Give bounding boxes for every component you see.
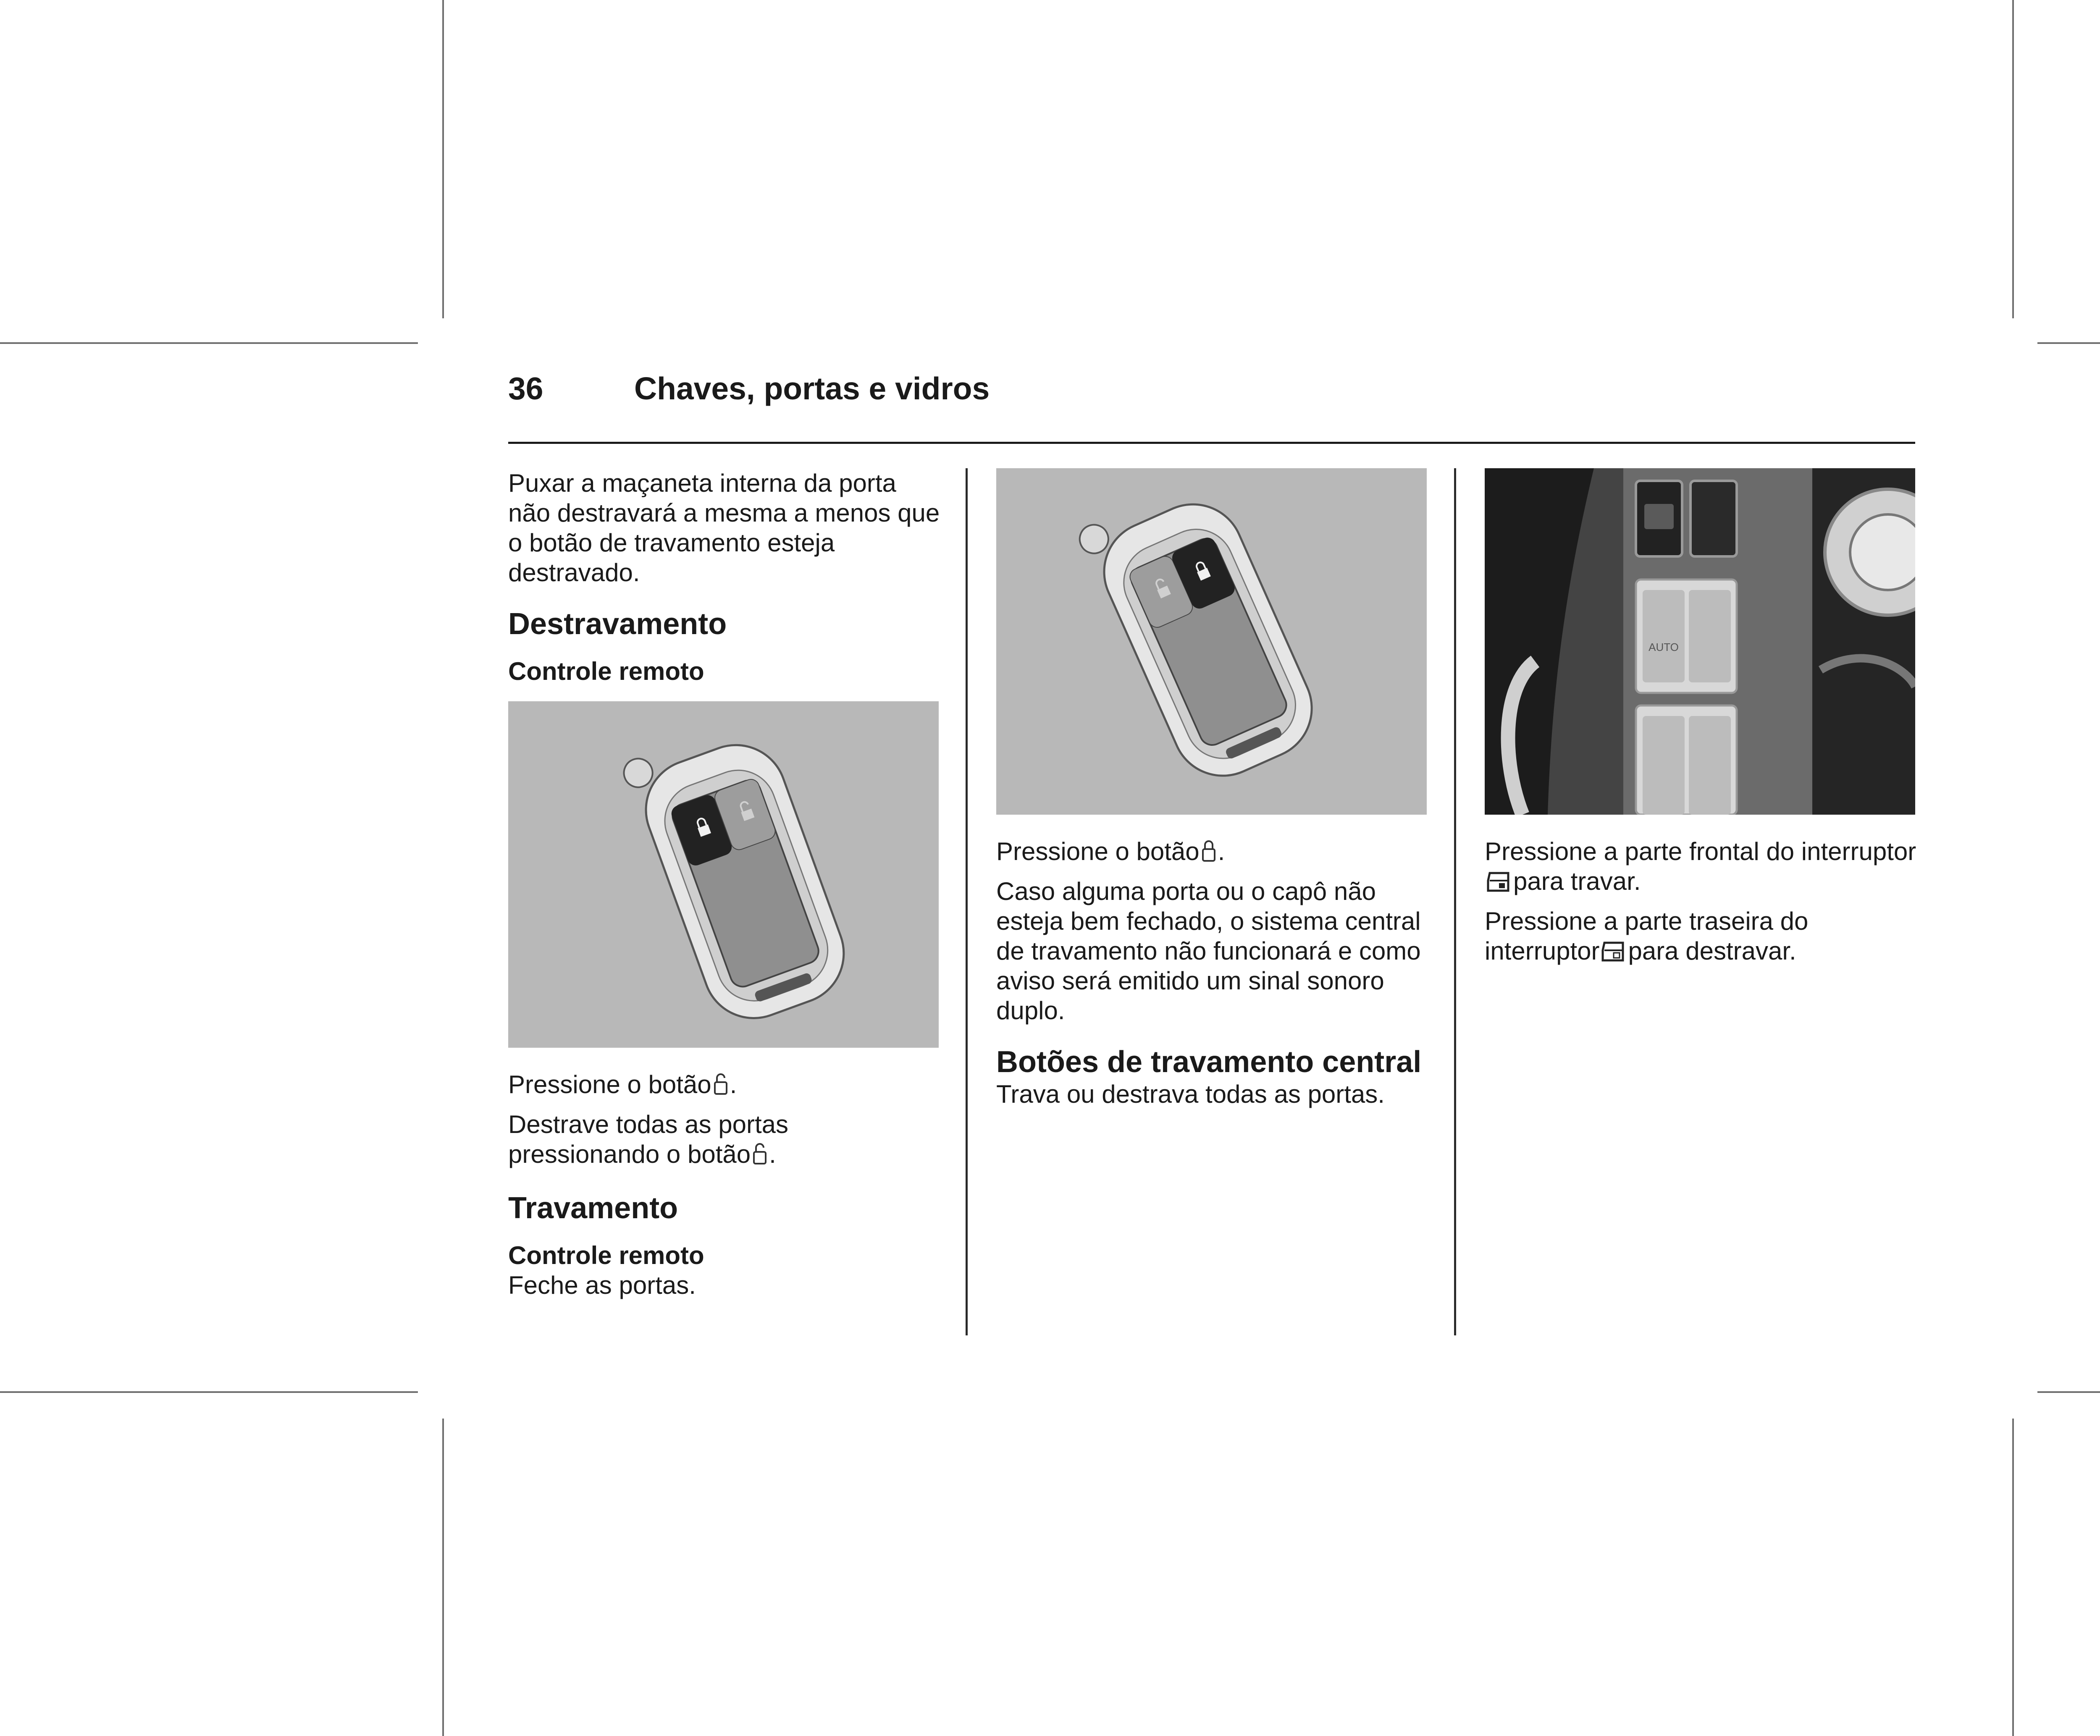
- key-fob-illustration-unlock: [508, 701, 939, 1048]
- unlock-icon: [713, 1071, 728, 1102]
- crop-mark: [442, 0, 444, 318]
- key-fob-drawing: [508, 701, 939, 1048]
- unlock-subheading: Controle remoto: [508, 657, 704, 685]
- crop-mark: [442, 1419, 444, 1736]
- crop-mark: [2012, 0, 2014, 318]
- crop-mark: [2037, 1391, 2100, 1393]
- door-switch-drawing: [1485, 468, 1915, 815]
- lock-heading: Travamento: [508, 1191, 678, 1225]
- crop-mark: [2012, 1419, 2014, 1736]
- unlock-icon: [752, 1141, 767, 1172]
- column-2: [996, 468, 1429, 1117]
- unlock-instruction: Pressione o botão .: [508, 1070, 941, 1102]
- door-switch-photo: [1485, 468, 1915, 815]
- page-number: 36: [508, 371, 543, 406]
- unlock-heading: Destravamento: [508, 607, 727, 641]
- door-lock-switch-icon: [1486, 869, 1512, 899]
- column-3: [1485, 468, 1917, 976]
- key-fob-drawing: [996, 468, 1427, 815]
- lock-switch-instruction: Pressione a parte frontal do interruptorpara travar.: [1485, 837, 1917, 899]
- lock-instruction: Pressione o botão .: [996, 837, 1429, 869]
- crop-mark: [2037, 342, 2100, 344]
- header-rule: [508, 442, 1915, 444]
- intro-paragraph: Puxar a maçaneta interna da porta não destravará a mesma a menos que o botão de travamento esteja destravado.: [508, 469, 940, 587]
- crop-mark: [0, 342, 418, 344]
- unlock-all-instruction: Destrave todas as portas pressionando o botão .: [508, 1109, 941, 1172]
- switch-auto-label: AUTO: [1648, 641, 1679, 653]
- column-divider: [1454, 468, 1456, 1335]
- door-lock-switch-icon: [1601, 939, 1626, 968]
- warning-paragraph: Caso alguma porta ou o capô não esteja bem fechado, o sistema central de travamento não funcionará e como aviso será emitido um sinal sonoro duplo.: [996, 877, 1421, 1025]
- column-1: [508, 468, 941, 1308]
- key-fob-illustration-lock: [996, 468, 1427, 815]
- central-lock-heading: Botões de travamento central: [996, 1045, 1422, 1079]
- lock-subheading: Controle remoto: [508, 1241, 704, 1269]
- lock-icon: [1201, 838, 1216, 869]
- close-doors-text: Feche as portas.: [508, 1271, 696, 1299]
- column-divider: [966, 468, 968, 1335]
- unlock-switch-instruction: Pressione a parte traseira do interruptor para destravar.: [1485, 906, 1917, 968]
- section-title: Chaves, portas e vidros: [634, 371, 990, 406]
- central-lock-text: Trava ou destrava todas as portas.: [996, 1080, 1385, 1108]
- crop-mark: [0, 1391, 418, 1393]
